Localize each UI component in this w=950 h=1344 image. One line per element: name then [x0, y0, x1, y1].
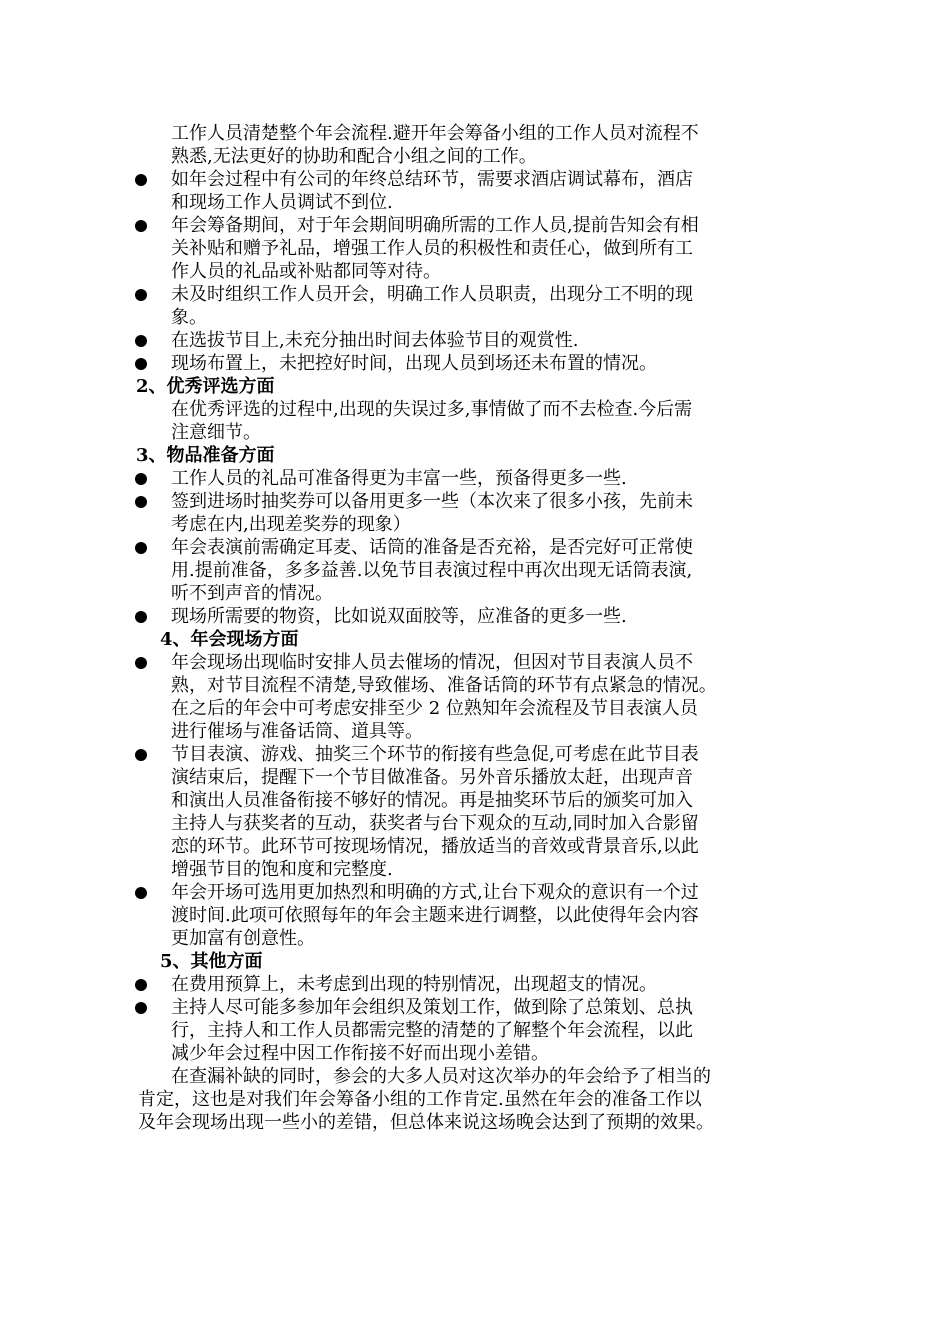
document-line: [0, 812, 950, 835]
bullet-icon: [135, 542, 147, 554]
bullet-icon: [135, 979, 147, 991]
document-line: [0, 352, 950, 375]
text-line: 熟悉,无法更好的协助和配合小组之间的工作。: [171, 146, 537, 167]
text-line: 考虑在内,出现差奖券的现象）: [171, 514, 411, 535]
paragraph-line: 及年会现场出现一些小的差错，但总体来说这场晚会达到了预期的效果。: [138, 1112, 714, 1133]
document-line: [0, 651, 950, 674]
document-line: [0, 605, 950, 628]
document-line: [0, 536, 950, 559]
bullet-icon: [135, 358, 147, 370]
document-line: [0, 191, 950, 214]
document-line: [0, 766, 950, 789]
document-line: [0, 628, 950, 651]
text-line: 熟，对节目流程不清楚,导致催场、准备话筒的环节有点紧急的情况。: [171, 675, 717, 696]
bullet-icon: [135, 496, 147, 508]
bullet-icon: [135, 289, 147, 301]
text-line: 行，主持人和工作人员都需完整的清楚的了解整个年会流程，以此: [171, 1020, 693, 1041]
document-line: [0, 927, 950, 950]
document-line: [0, 1019, 950, 1042]
section-heading: 2、优秀评选方面: [136, 376, 275, 397]
document-line: [0, 720, 950, 743]
document-line: [0, 513, 950, 536]
text-line: 演结束后，提醒下一个节目做准备。另外音乐播放太赶，出现声音: [171, 767, 693, 788]
bullet-icon: [135, 174, 147, 186]
document-line: [0, 582, 950, 605]
document-line: [0, 904, 950, 927]
document-line: [0, 996, 950, 1019]
text-line: 主持人与获奖者的互动，获奖者与台下观众的互动,同时加入合影留: [171, 813, 699, 834]
document-line: [0, 329, 950, 352]
paragraph-line: 肯定，这也是对我们年会筹备小组的工作肯定.虽然在年会的准备工作以: [138, 1089, 702, 1110]
bullet-icon: [135, 220, 147, 232]
bullet-icon: [135, 1002, 147, 1014]
bullet-icon: [135, 611, 147, 623]
section-heading: 3、物品准备方面: [136, 445, 275, 466]
document-line: [0, 168, 950, 191]
bullet-icon: [135, 335, 147, 347]
section-heading: 5、其他方面: [160, 951, 263, 972]
text-line: 听不到声音的情况。: [171, 583, 333, 604]
section-heading: 4、年会现场方面: [160, 629, 299, 650]
document-line: [0, 1111, 950, 1134]
document-line: [0, 674, 950, 697]
document-line: [0, 122, 950, 145]
document-line: [0, 1065, 950, 1088]
text-line: 用.提前准备，多多益善.以免节目表演过程中再次出现无话筒表演,: [171, 560, 693, 581]
bullet-item-text: 工作人员的礼品可准备得更为丰富一些，预备得更多一些.: [171, 468, 627, 489]
document-line: [0, 950, 950, 973]
bullet-icon: [135, 749, 147, 761]
text-line: 工作人员清楚整个年会流程.避开年会筹备小组的工作人员对流程不: [171, 123, 699, 144]
document-line: [0, 789, 950, 812]
document-body: [0, 122, 950, 1134]
document-line: [0, 467, 950, 490]
document-line: [0, 398, 950, 421]
document-line: [0, 835, 950, 858]
text-line: 注意细节。: [171, 422, 261, 443]
text-line: 恋的环节。此环节可按现场情况，播放适当的音效或背景音乐,以此: [171, 836, 699, 857]
document-line: [0, 421, 950, 444]
text-line: 增强节目的饱和度和完整度.: [171, 859, 393, 880]
bullet-item-text: 现场所需要的物资，比如说双面胶等，应准备的更多一些.: [171, 606, 627, 627]
bullet-item-text: 节目表演、游戏、抽奖三个环节的衔接有些急促,可考虑在此节目表: [171, 744, 699, 765]
text-line: 进行催场与准备话筒、道具等。: [171, 721, 423, 742]
bullet-item-text: 在选拔节目上,未充分抽出时间去体验节目的观赏性.: [171, 330, 579, 351]
document-line: [0, 306, 950, 329]
document-line: [0, 283, 950, 306]
bullet-item-text: 如年会过程中有公司的年终总结环节，需要求酒店调试幕布，酒店: [171, 169, 693, 190]
document-line: [0, 973, 950, 996]
text-line: 更加富有创意性。: [171, 928, 315, 949]
document-line: [0, 444, 950, 467]
bullet-icon: [135, 887, 147, 899]
bullet-item-text: 签到进场时抽奖券可以备用更多一些（本次来了很多小孩，先前未: [171, 491, 693, 512]
bullet-item-text: 年会现场出现临时安排人员去催场的情况，但因对节目表演人员不: [171, 652, 693, 673]
paragraph-line: 在查漏补缺的同时，参会的大多人员对这次举办的年会给予了相当的: [171, 1066, 711, 1087]
text-line: 关补贴和赠予礼品，增强工作人员的积极性和责任心，做到所有工: [171, 238, 693, 259]
text-line: 作人员的礼品或补贴都同等对待。: [171, 261, 441, 282]
document-line: [0, 743, 950, 766]
text-line: 在优秀评选的过程中,出现的失误过多,事情做了而不去检查.今后需: [171, 399, 693, 420]
bullet-item-text: 未及时组织工作人员开会，明确工作人员职责，出现分工不明的现: [171, 284, 693, 305]
document-line: [0, 145, 950, 168]
document-line: [0, 260, 950, 283]
document-line: [0, 490, 950, 513]
bullet-icon: [135, 657, 147, 669]
document-line: [0, 214, 950, 237]
bullet-item-text: 主持人尽可能多参加年会组织及策划工作，做到除了总策划、总执: [171, 997, 693, 1018]
text-line: 和演出人员准备衔接不够好的情况。再是抽奖环节后的颁奖可加入: [171, 790, 693, 811]
document-line: [0, 375, 950, 398]
bullet-item-text: 年会筹备期间，对于年会期间明确所需的工作人员,提前告知会有相: [171, 215, 699, 236]
bullet-item-text: 现场布置上，未把控好时间，出现人员到场还未布置的情况。: [171, 353, 657, 374]
document-line: [0, 858, 950, 881]
document-line: [0, 697, 950, 720]
text-line: 在之后的年会中可考虑安排至少 2 位熟知年会流程及节目表演人员: [171, 698, 698, 719]
bullet-icon: [135, 473, 147, 485]
text-line: 渡时间.此项可依照每年的年会主题来进行调整，以此使得年会内容: [171, 905, 699, 926]
bullet-item-text: 年会开场可选用更加热烈和明确的方式,让台下观众的意识有一个过: [171, 882, 699, 903]
text-line: 和现场工作人员调试不到位.: [171, 192, 393, 213]
text-line: 减少年会过程中因工作衔接不好而出现小差错。: [171, 1043, 549, 1064]
bullet-item-text: 在费用预算上，未考虑到出现的特别情况，出现超支的情况。: [171, 974, 657, 995]
document-line: [0, 1042, 950, 1065]
text-line: 象。: [171, 307, 207, 328]
document-line: [0, 1088, 950, 1111]
bullet-item-text: 年会表演前需确定耳麦、话筒的准备是否充裕，是否完好可正常使: [171, 537, 693, 558]
document-line: [0, 881, 950, 904]
document-line: [0, 237, 950, 260]
document-line: [0, 559, 950, 582]
